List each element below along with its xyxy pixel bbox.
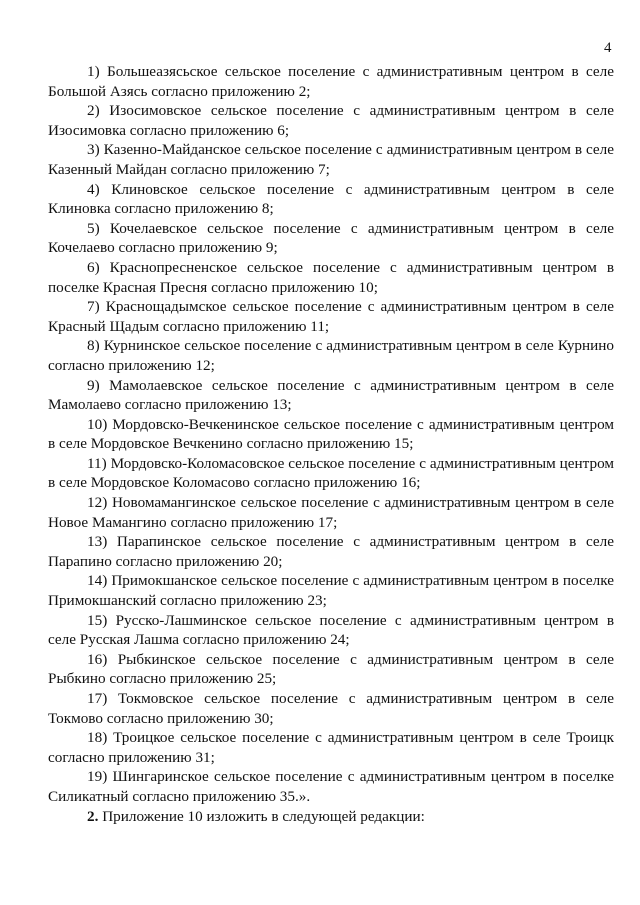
list-item: 2) Изосимовское сельское поселение с административным центром в селе Изосимовка согласно приложению 6; (48, 102, 614, 139)
list-item: 8) Курнинское сельское поселение с административным центром в селе Курнино согласно приложению 12; (48, 337, 614, 374)
list-item: 14) Примокшанское сельское поселение с административным центром в поселке Примокшанский согласно приложению 23; (48, 572, 614, 610)
list-item: 13) Парапинское сельское поселение с административным центром в селе Парапино согласно приложению 20; (48, 533, 614, 570)
list-item: 17) Токмовское сельское поселение с административным центром в селе Токмово согласно приложению 30; (48, 690, 614, 727)
list-item: 12) Новомамангинское сельское поселение с административным центром в селе Новое Мамангино согласно приложению 17; (48, 494, 614, 531)
list-item: 10) Мордовско-Вечкенинское сельское поселение с административным центром в селе Мордовское Вечкенино согласно приложению 15; (48, 415, 614, 453)
document-body (48, 62, 614, 826)
paragraph-number: 2. (87, 807, 99, 825)
paragraph-text: Приложение 10 изложить в следующей редакции: (98, 807, 425, 825)
amendment-paragraph (48, 807, 614, 827)
list-item: 16) Рыбкинское сельское поселение с административным центром в селе Рыбкино согласно приложению 25; (48, 650, 614, 688)
list-item: 15) Русско-Лашминское сельское поселение с административным центром в селе Русская Лашма согласно приложению 24; (48, 611, 614, 649)
list-item: 9) Мамолаевское сельское поселение с административным центром в селе Мамолаево согласно приложению 13; (48, 376, 614, 414)
list-item: 5) Кочелаевское сельское поселение с административным центром в селе Кочелаево согласно приложению 9; (48, 219, 614, 257)
list-item: 1) Большеазясьское сельское поселение с административным центром в селе Большой Азясь согласно приложению 2; (48, 63, 614, 100)
list-item: 18) Троицкое сельское поселение с административным центром в селе Троицк согласно приложению 31; (48, 729, 614, 766)
list-item: 19) Шингаринское сельское поселение с административным центром в поселке Силикатный согласно приложению 35.». (48, 768, 614, 805)
list-item: 11) Мордовско-Коломасовское сельское поселение с административным центром в селе Мордовское Коломасово согласно приложению 16; (48, 454, 614, 492)
list-item: 6) Краснопресненское сельское поселение с административным центром в поселке Красная Пресня согласно приложению 10; (48, 258, 614, 296)
page-number: 4 (604, 40, 612, 56)
list-item: 4) Клиновское сельское поселение с административным центром в селе Клиновка согласно приложению 8; (48, 180, 614, 218)
list-item: 7) Краснощадымское сельское поселение с административным центром в селе Красный Щадым согласно приложению 11; (48, 298, 614, 335)
list-item: 3) Казенно-Майданское сельское поселение с административным центром в селе Казенный Майдан согласно приложению 7; (48, 141, 614, 178)
